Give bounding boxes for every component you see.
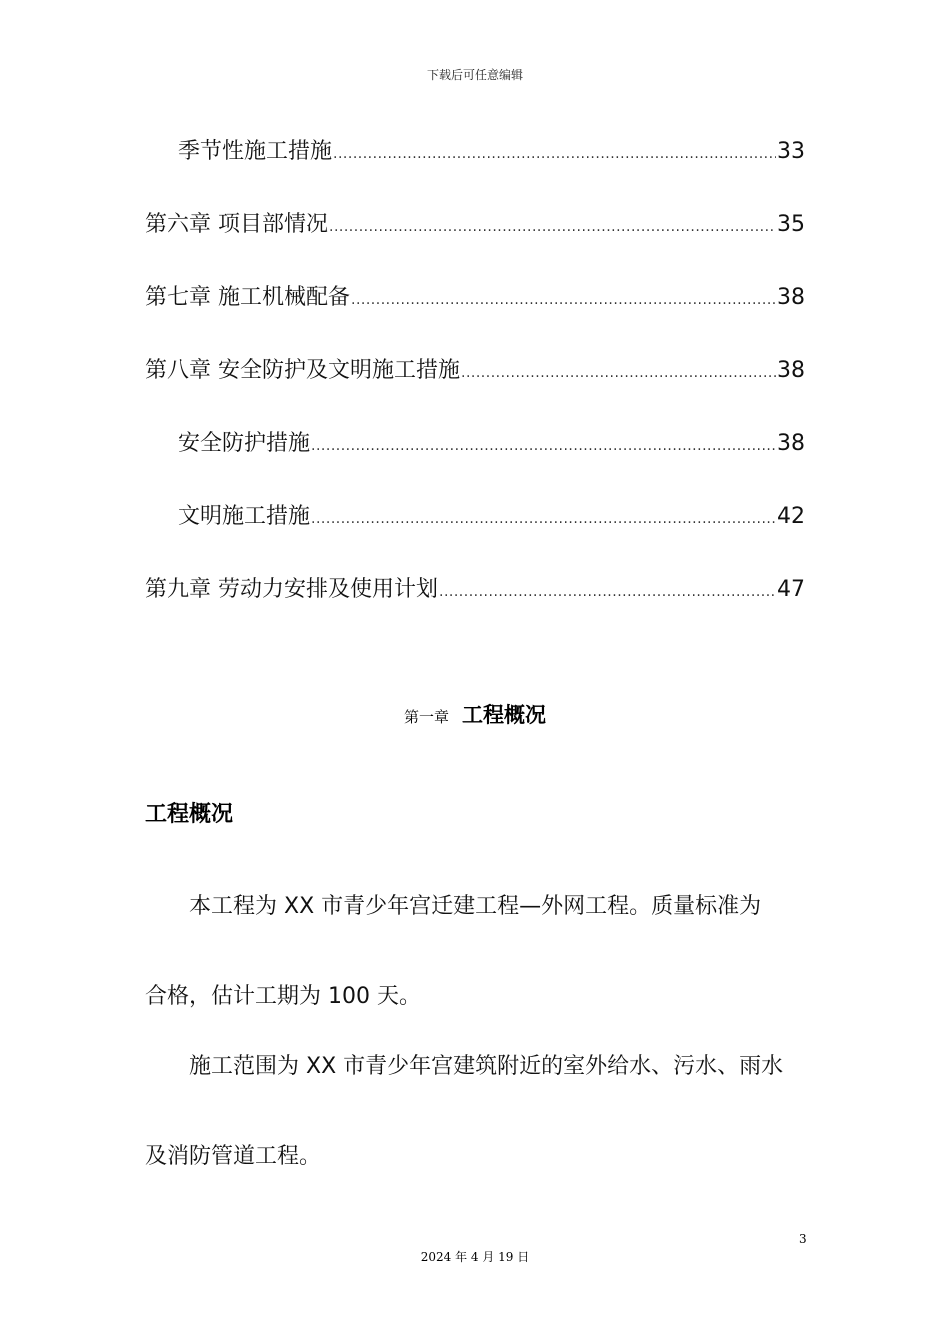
toc-entry[interactable] — [145, 572, 805, 645]
toc-entry-page: 42 — [777, 504, 805, 529]
toc-entry-title: 文明施工措施 — [178, 504, 311, 529]
toc-entry[interactable] — [145, 134, 805, 207]
toc-entry-page: 38 — [777, 285, 805, 310]
toc-entry[interactable] — [145, 353, 805, 426]
toc-entry[interactable] — [145, 280, 805, 353]
toc-entry-title: 第六章 项目部情况 — [145, 212, 328, 237]
toc-entry[interactable] — [145, 426, 805, 499]
toc-entry-title: 安全防护措施 — [178, 431, 311, 456]
toc-leader-dots — [351, 292, 776, 308]
body-paragraph — [145, 1052, 807, 1232]
toc-entry-page: 33 — [777, 139, 805, 164]
page-header: 下载后可任意编辑 — [426, 68, 523, 82]
toc-entry-title: 第九章 劳动力安排及使用计划 — [145, 577, 438, 602]
page-footer-date: 2024 年 4 月 19 日 — [420, 1250, 530, 1264]
toc-entry-title: 季节性施工措施 — [178, 139, 333, 164]
paragraph-line: 本工程为 XX 市青少年宫迁建工程—外网工程。质量标准为 — [189, 894, 762, 919]
toc-leader-dots — [333, 146, 776, 162]
paragraph-line: 施工范围为 XX 市青少年宫建筑附近的室外给水、污水、雨水 — [189, 1054, 784, 1079]
toc-leader-dots — [439, 584, 776, 600]
toc-entry[interactable] — [145, 499, 805, 572]
paragraph-line: 合格，估计工期为 100 天。 — [145, 984, 421, 1009]
toc-entry[interactable] — [145, 207, 805, 280]
table-of-contents — [145, 134, 805, 645]
toc-leader-dots — [461, 365, 776, 381]
toc-entry-page: 47 — [777, 577, 805, 602]
chapter-number: 第一章 — [403, 708, 449, 726]
toc-leader-dots — [311, 511, 776, 527]
page-number: 3 — [799, 1232, 807, 1246]
chapter-heading — [0, 699, 950, 729]
toc-entry-page: 35 — [777, 212, 805, 237]
section-heading: 工程概况 — [145, 802, 234, 827]
body-paragraph — [145, 892, 807, 1072]
toc-leader-dots — [311, 438, 776, 454]
chapter-title: 工程概况 — [462, 703, 547, 727]
toc-leader-dots — [329, 219, 776, 235]
toc-entry-page: 38 — [777, 358, 805, 383]
toc-entry-title: 第八章 安全防护及文明施工措施 — [145, 358, 460, 383]
paragraph-line: 及消防管道工程。 — [145, 1144, 322, 1169]
toc-entry-page: 38 — [777, 431, 805, 456]
toc-entry-title: 第七章 施工机械配备 — [145, 285, 350, 310]
